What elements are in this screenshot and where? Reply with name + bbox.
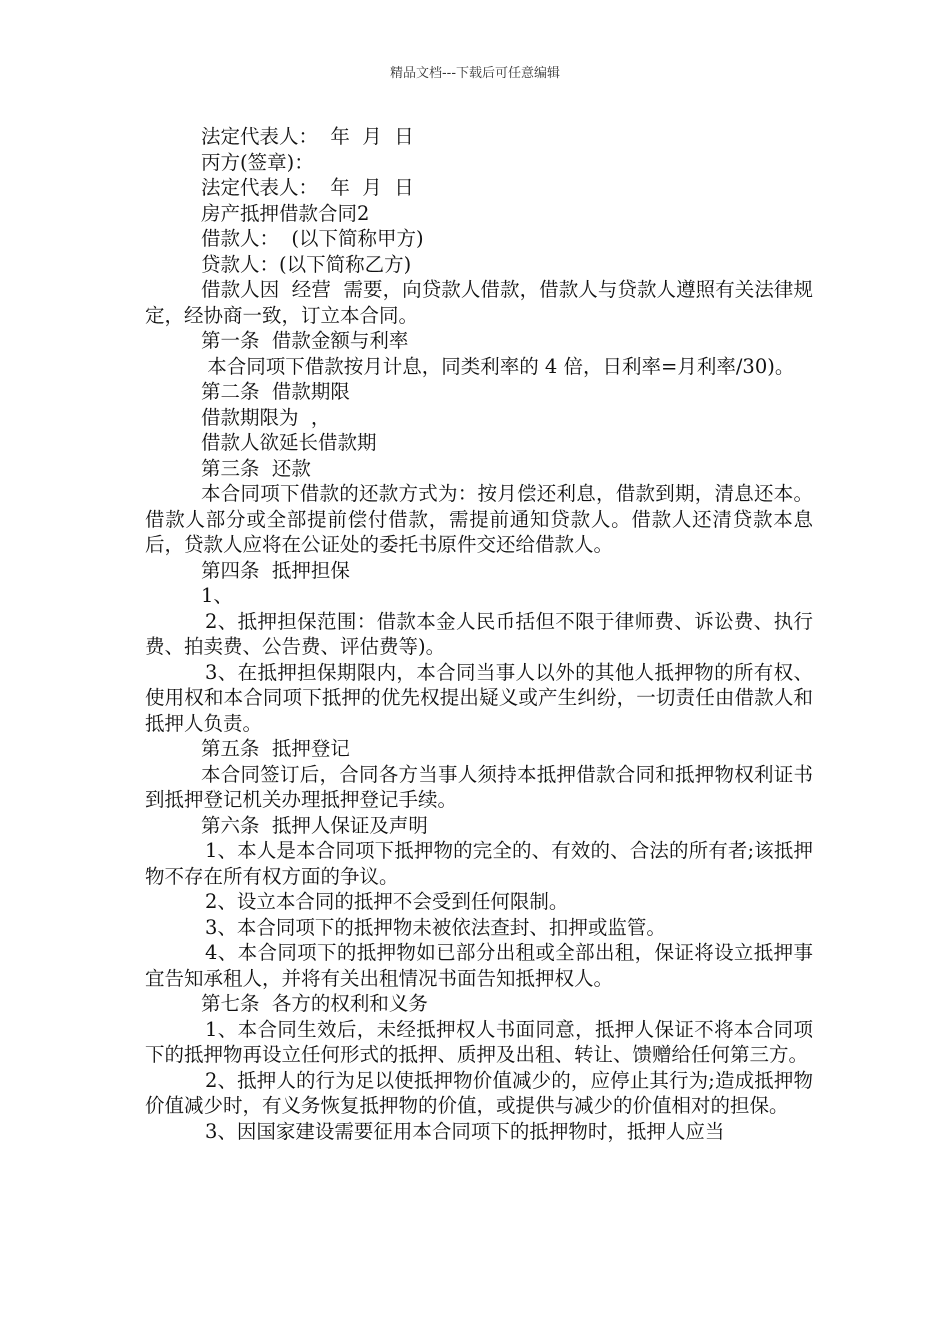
signature-line-legal-rep: 法定代表人： 年 月 日 — [201, 125, 414, 148]
article-heading: 第三条 还款 — [201, 456, 311, 480]
signature-line-legal-rep: 法定代表人： 年 月 日 — [201, 176, 414, 199]
clause-item: 1、本合同生效后，未经抵押权人书面同意，抵押人保证不将本合同项下的抵押物再设立任何形式的抵押、质押及出租、转让、馈赠给任何第三方。 — [145, 1017, 813, 1066]
contract-title: 房产抵押借款合同2 — [201, 201, 370, 225]
article-paragraph: 本合同项下借款的还款方式为：按月偿还利息，借款到期，清息还本。借款人部分或全部提前偿付借款，需提前通知贷款人。借款人还清贷款本息后，贷款人应将在公证处的委托书原件交还给借款人。 — [145, 482, 813, 556]
clause-item: 3、因国家建设需要征用本合同项下的抵押物时，抵押人应当 — [205, 1119, 725, 1143]
article-paragraph: 借款人欲延长借款期 — [201, 431, 377, 454]
article-heading: 第五条 抵押登记 — [201, 737, 350, 760]
article-heading: 第七条 各方的权利和义务 — [201, 992, 428, 1015]
article-heading: 第六条 抵押人保证及声明 — [201, 813, 428, 837]
clause-item: 3、在抵押担保期限内，本合同当事人以外的其他人抵押物的所有权、使用权和本合同项下抵押的优先权提出疑义或产生纠纷，一切责任由借款人和抵押人负责。 — [145, 660, 813, 735]
clause-item: 1、本人是本合同项下抵押物的完全的、有效的、合法的所有者;该抵押物不存在所有权方面的争议。 — [145, 839, 813, 888]
party-borrower: 借款人： (以下简称甲方) — [201, 227, 424, 250]
article-paragraph: 本合同签订后，合同各方当事人须持本抵押借款合同和抵押物权利证书到抵押登记机关办理抵押登记手续。 — [145, 762, 813, 811]
party-lender: 贷款人：(以下简称乙方) — [201, 252, 412, 276]
article-heading: 第一条 借款金额与利率 — [201, 329, 409, 352]
signature-line-party-c: 丙方(签章)： — [201, 150, 314, 174]
clause-item: 2、抵押担保范围：借款本金人民币括但不限于律师费、诉讼费、执行费、拍卖费、公告费、评估费等)。 — [145, 609, 813, 658]
clause-item: 2、抵押人的行为足以使抵押物价值减少的，应停止其行为;造成抵押物价值减少时，有义务恢复抵押物的价值，或提供与减少的价值相对的担保。 — [145, 1068, 813, 1117]
page-header: 精品文档---下载后可任意编辑 — [389, 66, 561, 81]
article-heading: 第四条 抵押担保 — [201, 558, 350, 582]
article-paragraph: 借款期限为 ， — [201, 405, 331, 429]
clause-item: 2、设立本合同的抵押不会受到任何限制。 — [205, 890, 569, 913]
preamble-paragraph: 借款人因 经营 需要，向贷款人借款，借款人与贷款人遵照有关法律规定，经协商一致，订立本合同。 — [145, 278, 813, 327]
clause-item: 1、 — [201, 584, 233, 607]
clause-item: 3、本合同项下的抵押物未被依法查封、扣押或监管。 — [205, 915, 666, 939]
clause-item: 4、本合同项下的抵押物如已部分出租或全部出租，保证将设立抵押事宜告知承租人，并将有关出租情况书面告知抵押权人。 — [145, 941, 813, 990]
document-body — [145, 124, 813, 1144]
article-heading: 第二条 借款期限 — [201, 380, 350, 403]
article-paragraph: 本合同项下借款按月计息，同类利率的 4 倍，日利率=月利率/30)。 — [201, 354, 795, 378]
